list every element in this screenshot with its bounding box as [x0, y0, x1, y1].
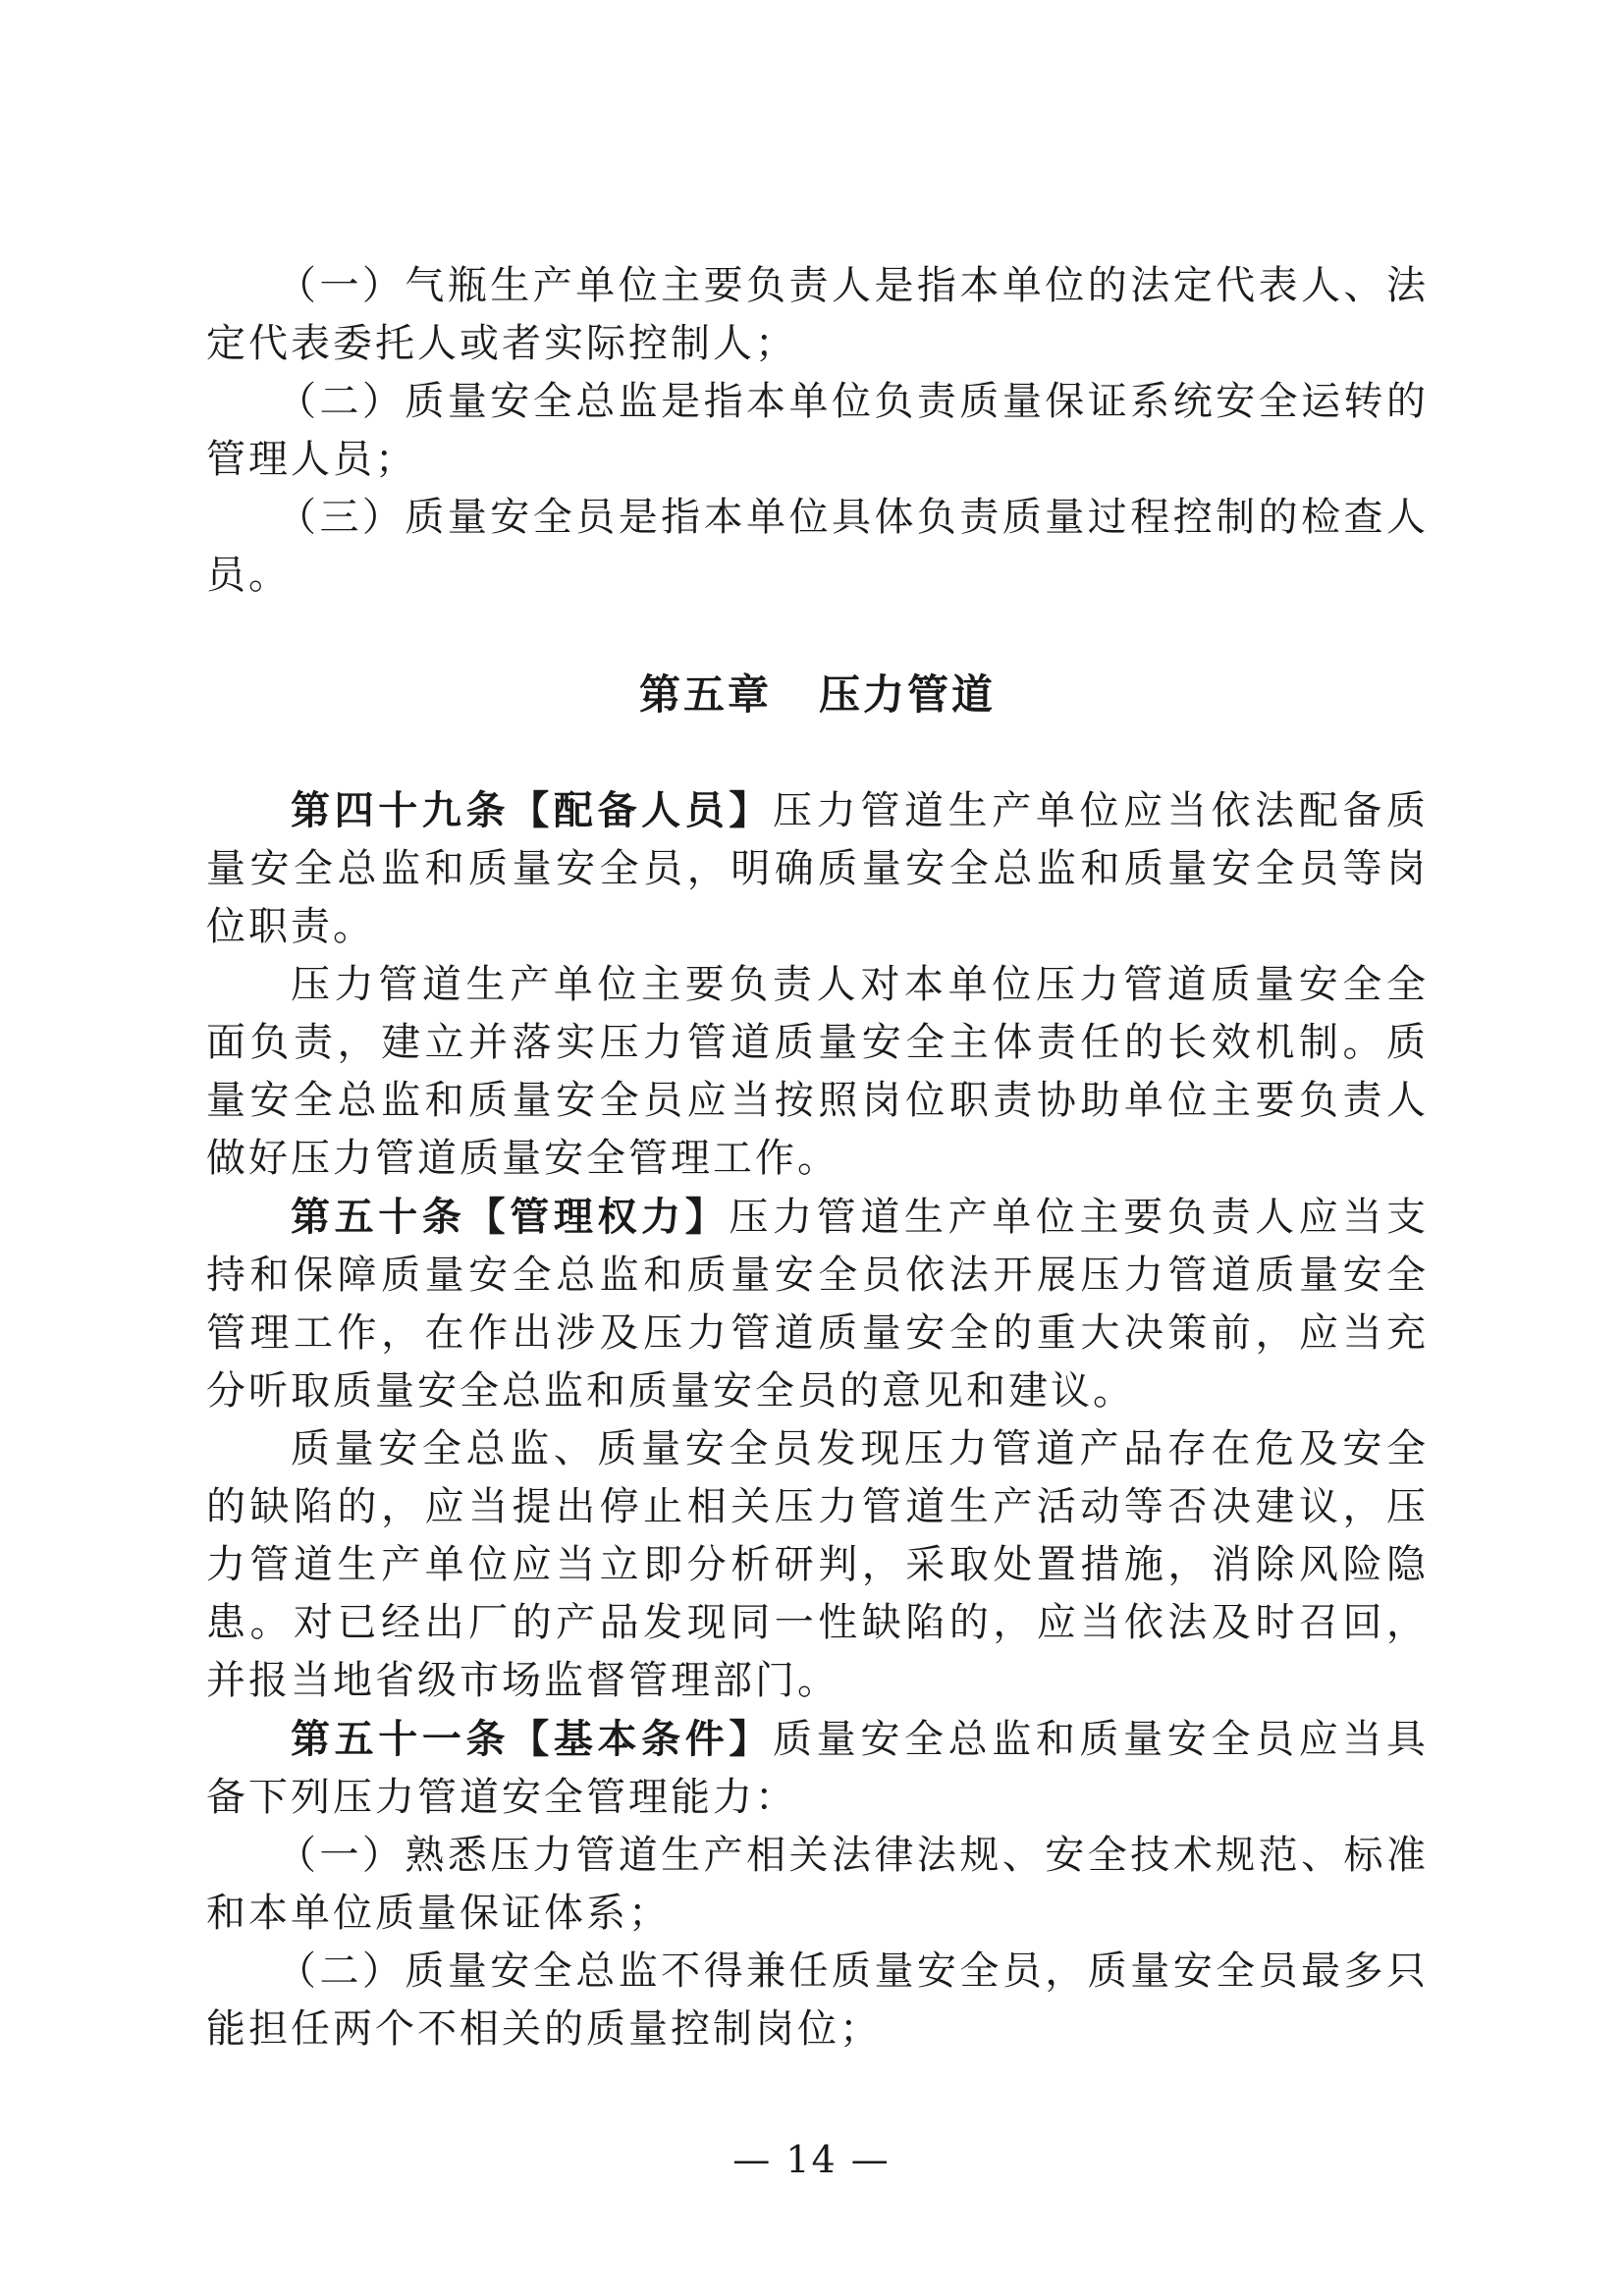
- article-51-item-2: （二）质量安全总监不得兼任质量安全员，质量安全员最多只能担任两个不相关的质量控制岗位；: [206, 1949, 1429, 2052]
- document-body: [206, 257, 1429, 2058]
- article-49-body: 压力管道生产单位应当依法配备质量安全总监和质量安全员，明确质量安全总监和质量安全员等岗位职责。: [206, 788, 1430, 949]
- intro-item-2: （二）质量安全总监是指本单位负责质量保证系统安全运转的管理人员；: [206, 379, 1429, 482]
- article-49: [206, 781, 1429, 956]
- article-49-paragraph-2: 压力管道生产单位主要负责人对本单位压力管道质量安全全面负责，建立并落实压力管道质量安全主体责任的长效机制。质量安全总监和质量安全员应当按照岗位职责协助单位主要负责人做好压力管道质量安全管理工作。: [206, 962, 1429, 1181]
- article-50-body: 压力管道生产单位主要负责人应当支持和保障质量安全总监和质量安全员依法开展压力管道质量安全管理工作，在作出涉及压力管道质量安全的重大决策前，应当充分听取质量安全总监和质量安全员的意见和建议。: [206, 1195, 1430, 1414]
- article-50-heading: 第五十条【管理权力】: [291, 1194, 730, 1240]
- chapter-heading: [206, 666, 1429, 724]
- article-51-heading: 第五十一条【基本条件】: [291, 1716, 774, 1762]
- intro-item-3: （三）质量安全员是指本单位具体负责质量过程控制的检查人员。: [206, 495, 1429, 598]
- article-51-body: 质量安全总监和质量安全员应当具备下列压力管道安全管理能力：: [206, 1717, 1430, 1820]
- intro-item-1: （一）气瓶生产单位主要负责人是指本单位的法定代表人、法定代表委托人或者实际控制人；: [206, 263, 1429, 366]
- article-50: [206, 1188, 1429, 1420]
- article-50-paragraph-2: 质量安全总监、质量安全员发现压力管道产品存在危及安全的缺陷的，应当提出停止相关压力管道生产活动等否决建议，压力管道生产单位应当立即分析研判，采取处置措施，消除风险隐患。对已经出厂的产品发现同一性缺陷的，应当依法及时召回，并报当地省级市场监督管理部门。: [206, 1426, 1429, 1703]
- chapter-number: 第五章: [638, 670, 772, 719]
- article-51: [206, 1710, 1429, 1827]
- page-number: — 14 —: [732, 2138, 891, 2181]
- article-49-heading: 第四十九条【配备人员】: [291, 787, 774, 833]
- article-51-item-1: （一）熟悉压力管道生产相关法律法规、安全技术规范、标准和本单位质量保证体系；: [206, 1833, 1429, 1936]
- chapter-title: 压力管道: [819, 670, 997, 719]
